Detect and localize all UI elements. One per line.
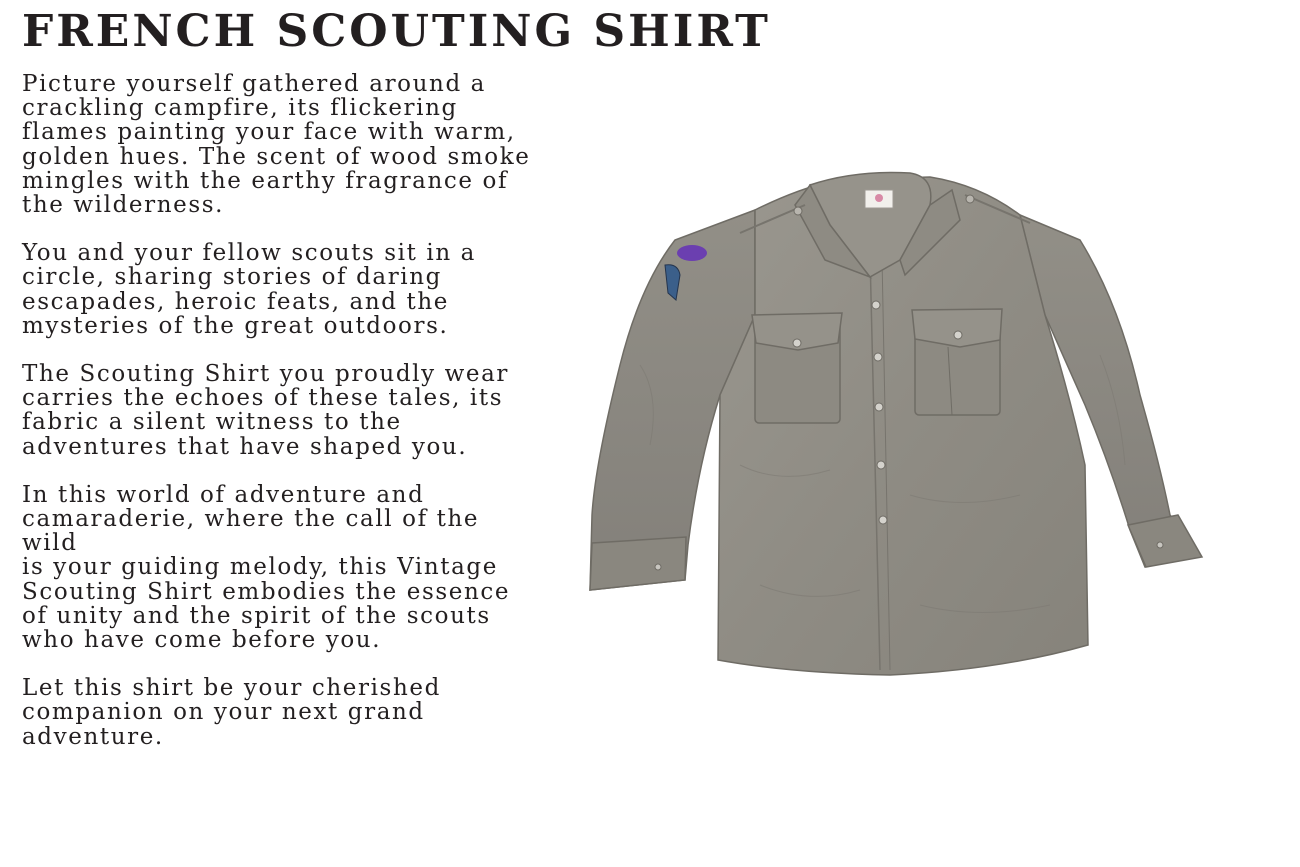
story-paragraph-3: The Scouting Shirt you proudly wear carries the echoes of these tales, its fabric a silent witness to the adventures that have shaped you. [22, 361, 510, 460]
page-title: FRENCH SCOUTING SHIRT [22, 6, 771, 57]
story-paragraph-5: Let this shirt be your cherished companion on your next grand adventure. [22, 675, 441, 750]
left-chest-pocket [752, 313, 842, 423]
story-text [22, 72, 542, 773]
shirt-photo [580, 165, 1220, 690]
right-cuff [1128, 515, 1202, 567]
story-paragraph-4: In this world of adventure and camaraderie, where the call of the wild is your guiding melody, this Vintage Scouting Shirt embodies the essence of unity and the spirit of the scouts who have come before you. [22, 481, 511, 654]
story-paragraph-1: Picture yourself gathered around a crackling campfire, its flickering flames painting your face with warm, golden hues. The scent of wood smoke mingles with the earthy fragrance of the wilderness. [22, 71, 531, 219]
story-paragraph-2: You and your fellow scouts sit in a circle, sharing stories of daring escapades, heroic feats, and the mysteries of the great outdoors. [22, 240, 476, 339]
left-cuff [590, 537, 686, 590]
right-chest-pocket [912, 309, 1002, 415]
